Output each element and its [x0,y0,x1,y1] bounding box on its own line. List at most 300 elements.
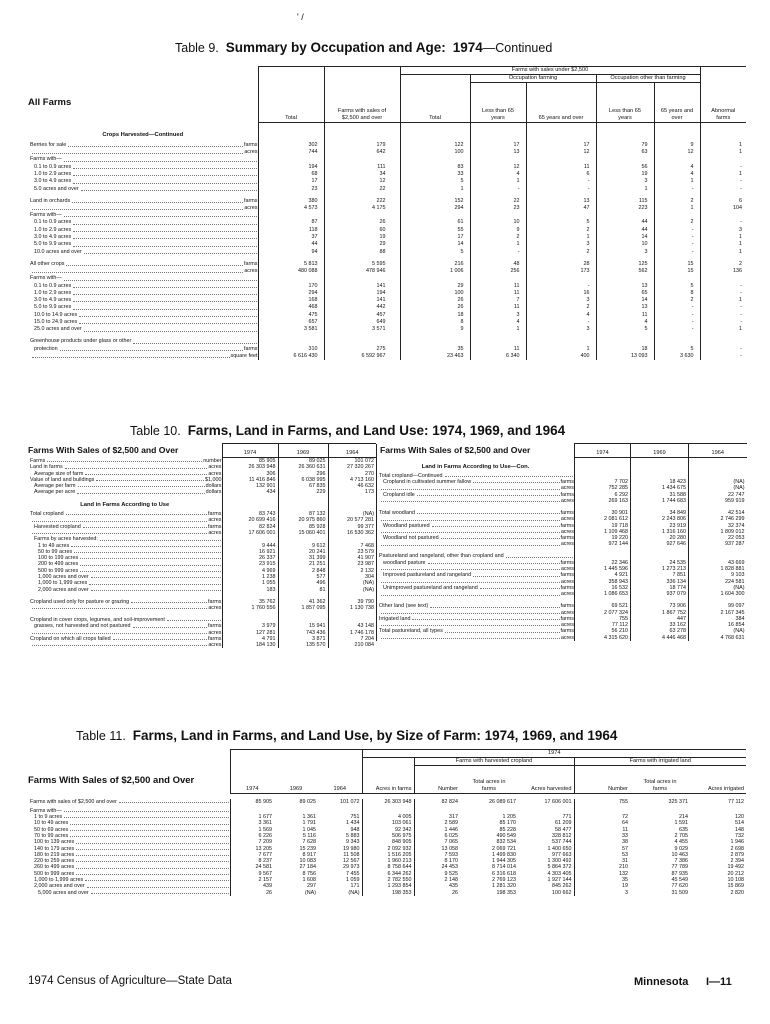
table9-value: 400 [526,353,596,360]
table10-right-value: 32 374 [689,523,747,529]
table10-right-value: 224 581 [689,579,747,585]
table9-value: 19 [596,171,654,178]
table9-row [28,268,746,275]
table10-left-value: 173 [328,489,376,495]
table9-value: 1 [470,178,526,185]
dot-leader [381,566,560,570]
table9-value: 100 [400,149,470,156]
table9-value: 2 [470,234,526,241]
table9-value [470,212,526,219]
table9-value: 222 [324,193,400,205]
row-label-cell [28,171,258,178]
table11-value: 20 212 [727,870,745,877]
table11-value: 1 281 320 [492,883,516,890]
table10-left-value: (NA) [328,587,376,593]
table9-value: 18 [596,346,654,353]
row-unit: square feet [230,352,258,359]
row-label: Total pastureland, all types [379,628,443,635]
row-unit: farms [560,479,574,486]
table9-col-under-total: Total [400,83,470,123]
row-unit: acres [244,149,258,156]
table9-value: 14 [596,234,654,241]
table10-left-value: 1 746 178 [328,630,376,636]
table9-value [470,334,526,346]
dot-leader [64,275,257,280]
table10-right-value: 4 768 631 [689,635,747,641]
table11-col-1974: 1974 [230,766,274,794]
table9-value: - [654,241,700,248]
table10-right-value: 63 278 [631,628,689,634]
row-label-cell [28,611,222,623]
table10-right-row [377,504,747,516]
table11-value: 31 [574,858,630,864]
table9-value [324,156,400,163]
table9-value [470,275,526,282]
table11-value: 33 [574,833,630,839]
table10-right-value: 18 774 [631,585,689,591]
table9-value: 83 [400,164,470,171]
table10-right-value: 937 287 [689,541,747,547]
table10-left-value: 23 915 [222,561,278,567]
table10-right-value: 2 746 299 [689,516,747,522]
table10-left-value: 20 241 [278,549,328,555]
table9-value: 22 [470,193,526,205]
spacer-cell [689,458,747,473]
table11-row [28,799,746,808]
row-label: Average per farm [34,483,76,490]
table11-value: 8 237 [230,858,274,864]
table10-right-value: (NA) [689,485,747,491]
table9-label: Table 9. [175,41,219,55]
row-unit: farms [208,511,222,518]
table11-value: 7 677 [230,852,274,858]
table9-value: - [700,353,746,360]
table11-value: 19 980 [343,845,360,852]
table11-value: 1 927 144 [547,877,572,884]
table9-value: 744 [258,149,324,156]
table10-right-row [377,635,747,641]
table9-row [28,193,746,205]
row-label: 5,000 acres and over [38,889,89,896]
row-unit: acres [560,528,574,535]
row-label: 3.0 to 4.9 acres [34,234,72,241]
table11-value: 4 455 [674,839,688,846]
table11-value: 8 714 014 [492,864,516,871]
row-label-cell [28,186,258,193]
table10-left-value: 41 362 [278,593,328,605]
table9-value: 5 [654,346,700,353]
table11-value: 10 083 [299,858,316,865]
table10-right-section-title: Land in Farms According to Use—Con. [377,458,575,473]
table10-right-value: 22 053 [689,535,747,541]
dot-leader [381,529,560,533]
row-label-cell [28,346,258,353]
table9-value: 118 [258,227,324,234]
dot-leader [64,814,228,818]
table9-value [526,156,596,163]
row-label-cell [377,548,575,560]
table9-value: 642 [324,149,400,156]
dot-leader [445,473,573,477]
row-label: 1,000 acres and over [38,574,89,581]
table9-value: 4 175 [324,205,400,212]
dot-leader [133,338,256,343]
row-label: 2,000 acres and over [34,883,85,890]
table9-value: 79 [596,142,654,149]
table9-value: 11 [470,346,526,353]
table9-row [28,186,746,193]
table10-left-value: 26 337 [222,555,278,561]
table9-row [28,304,746,311]
table11-row [28,890,746,896]
table10-right-value: 16 532 [575,585,631,591]
dot-leader [70,820,228,824]
table11-value: 7 209 [230,839,274,845]
dot-leader [412,616,559,620]
table11-value: 82 824 [414,799,460,808]
table9-value: 100 [400,290,470,297]
table10-right-value: 1 809 012 [689,529,747,535]
dot-leader [441,535,560,539]
table10-left-head: Farms With Sales of $2,500 and Over [28,445,179,455]
table11-value: 29 973 [343,864,360,871]
table9-col-occ-under65: Less than 65 years [470,83,526,123]
table10-right-value: 4 921 [575,572,631,578]
table9-value: 15 [654,268,700,275]
table11-value: 2 782 550 [362,877,414,883]
dot-leader [480,585,560,589]
row-label-cell [28,642,222,648]
row-label-cell [28,205,258,212]
table11-value: 15 239 [299,845,316,852]
dot-leader [64,212,257,217]
dot-leader [417,492,560,496]
row-label: Cropland idle [383,491,415,498]
table10-right-value: 77 112 [575,622,631,628]
table11-value: 7 593 [414,852,460,858]
table11-value: 2 698 [730,845,745,852]
table9-value: 2 [526,227,596,234]
table11-value: 19 492 [727,864,745,871]
table10-left-value: 7 468 [328,543,376,549]
table9-row [28,171,746,178]
table9-row [28,149,746,156]
table10-right-value: 33 162 [631,622,689,628]
dot-leader [70,827,228,831]
table11-value: 26 089 617 [489,798,516,805]
table11-value: 45 549 [671,877,688,884]
row-label: 50 to 99 acres [38,548,73,555]
table10-right-value: 959 919 [689,498,747,504]
table11-value: 845 262 [552,883,572,890]
table11-value: 61 209 [555,820,572,827]
table10-right-value: (NA) [689,585,747,591]
table9-col-occ-65over: 65 years and over [526,83,596,123]
table9-value: 88 [324,249,400,256]
dot-leader [113,636,207,640]
table9-title-text: Summary by Occupation and Age: [225,40,446,55]
row-label: 1,000 to 1,999 acres [34,877,84,884]
table10-right-head: Farms With Sales of $2,500 and Over [377,444,575,458]
table10-left-value: 306 [222,471,278,477]
row-unit: acres [560,541,574,548]
row-label: 260 to 499 acres [34,864,75,871]
table10-left-value: 23 987 [328,561,376,567]
table9-value [258,275,324,282]
dot-leader [76,871,228,875]
table9-value: - [700,164,746,171]
table9-value: - [654,319,700,326]
dot-leader [73,234,256,239]
row-unit: acres [560,634,574,641]
table11-value: 2 879 [730,851,745,858]
row-unit: farms [560,491,574,498]
row-label: Total woodland [379,509,415,516]
table9-value: 4 [654,171,700,178]
table11-value: 297 [307,883,316,890]
row-label-cell [28,241,258,248]
table11-value: 214 [679,814,688,821]
dot-leader [84,249,257,254]
row-label: Improved pastureland and rangeland [383,572,472,579]
table9-value [526,212,596,219]
table9-value: 4 [654,164,700,171]
table9-row [28,353,746,360]
table10-right-value: 31 588 [631,492,689,498]
table9-value: 3 581 [258,326,324,333]
stray-marks: ' / [297,12,304,22]
table10-left-value: 15 060 401 [278,530,328,536]
table11-value: 10 108 [727,877,745,884]
table9-value: 4 [596,319,654,326]
dot-leader [91,574,221,578]
row-label: 5.0 to 9.9 acres [34,304,72,311]
row-label: 500 to 999 acres [34,870,75,877]
table9-value: 111 [324,164,400,171]
table9-value: - [470,249,526,256]
table9-value: 194 [324,290,400,297]
table9-value: - [654,234,700,241]
table10-right-value [575,548,631,560]
dot-leader [76,852,228,856]
table9-value: 1 [596,186,654,193]
table11-value: 2 092 932 [362,846,414,852]
dot-leader [64,808,229,812]
table10-right-value: 16 854 [689,622,747,628]
dot-leader [85,877,228,881]
row-label: Farms with sales of $2,500 and over [30,798,117,805]
table9-value: 5 [400,249,470,256]
table9-header-other: Occupation other than farming [596,75,700,83]
row-label: Cropland in cover crops, legumes, and soil-improvement [30,616,165,623]
table9-value: 18 [400,312,470,319]
table9-row [28,212,746,219]
table9-value: 3 [526,297,596,304]
dot-leader [73,178,256,183]
table9-value [700,275,746,282]
table10-left-value: 11 416 846 [222,477,278,483]
table10-left-value: 2 848 [278,568,328,574]
table9-value: 26 [400,297,470,304]
dot-leader [473,572,559,576]
table11-col-1969: 1969 [274,766,318,794]
table10-right-value: 99 097 [689,598,747,610]
table10-left-value [278,611,328,623]
row-label: Greenhouse products under glass or other [30,338,132,345]
table11-value: 5 116 [302,832,316,839]
table11-value: 5 883 [346,832,360,839]
row-unit: acres [244,204,258,211]
table9-value: 56 [596,164,654,171]
row-unit: acres [208,629,222,636]
table10-left-value: 23 579 [328,549,376,555]
table9-row [28,256,746,268]
table9-value: 442 [324,304,400,311]
row-label-cell [28,326,258,333]
table10-left-value: 67 835 [278,483,328,489]
table9-value: 29 [324,241,400,248]
table9-value [654,212,700,219]
table9-value: 4 [526,312,596,319]
table9-value: - [654,186,700,193]
table9-value: 60 [324,227,400,234]
row-label: Other land (see text) [379,603,429,610]
table10-left-value: 9 612 [278,543,328,549]
row-label: Farms with— [30,275,62,282]
table10-left-value: 4 713 160 [328,477,376,483]
table9-value: 17 [470,142,526,149]
table10-title [130,423,565,438]
table10-right-row [377,548,747,560]
table9-header-top: Farms with sales under $2,500 [400,67,700,75]
row-label-cell [28,799,230,808]
table11-value: 1 960 213 [362,858,414,864]
table10-left-section-title: Land in Farms According to Use [80,501,170,508]
table11-value: 7 065 [414,839,460,845]
spacer-cell [328,496,376,511]
row-label: Woodland pastured [383,522,430,529]
table11-value: 12 567 [343,858,360,865]
dot-leader [100,536,221,540]
table9-value: - [526,178,596,185]
table9-value: - [700,186,746,193]
table11-value: 2 705 [674,832,688,839]
dot-leader [473,479,559,483]
table10-right-value: 2 167 345 [689,610,747,616]
row-label: 1.0 to 2.9 acres [34,170,72,177]
spacer-cell [258,123,324,142]
row-unit: acres [560,622,574,629]
footer-state: Minnesota [634,976,689,988]
table11-value: 26 [414,890,460,896]
table9-value: 5 595 [324,256,400,268]
row-label: woodland pasture [383,559,426,566]
table11-value: 1 944 305 [492,858,516,865]
table11-value: 19 [574,883,630,889]
table9-value: 12 [526,149,596,156]
table11-value: 7 455 [346,870,360,877]
table9-value: 1 [526,234,596,241]
row-label: 50 to 69 acres [34,826,69,833]
table10-left-value: 101 072 [328,458,376,465]
table10-right-value: 336 134 [631,579,689,585]
table11-value: 1 569 [230,827,274,833]
table10-right-row [377,598,747,610]
table10-right-value: 22 346 [575,560,631,566]
table11-value: 31 509 [671,889,688,896]
table10-right-year-1974: 1974 [575,444,631,458]
row-unit: farms [244,141,258,148]
table9-title-year: 1974 [452,40,483,55]
table10-right-value: 2 243 806 [631,516,689,522]
dot-leader [65,464,208,468]
table10-right [376,443,747,641]
table11-group-harvest: Farms with harvested cropland [414,758,574,766]
table11-group-irrigated: Farms with irrigated land [574,758,746,766]
table11-col-1964: 1964 [318,766,362,794]
table9-value: 3 [470,312,526,319]
table11-value: 6 344 262 [362,871,414,877]
table10-left-value: 27 320 267 [328,464,376,470]
table10-left-value: 3 871 [278,636,328,642]
table10-right-value: 34 849 [631,504,689,516]
table10-left-value: 82 824 [222,524,278,530]
table9-value: - [700,178,746,185]
table9-row [28,283,746,290]
dot-leader [80,555,220,559]
row-label: Total cropland—Continued [379,472,443,479]
table9-value [654,275,700,282]
table11-value: 328 812 [552,832,572,839]
table11-value: 9 525 [414,871,460,877]
row-label: Cropland on which all crops failed [30,635,111,642]
dot-leader [73,283,256,288]
table10-left-row [28,642,376,648]
table9-section-row [28,123,746,142]
table10-right-value: 6 292 [575,492,631,498]
table11-value: 948 [350,826,360,833]
row-label: Average size of farm [34,470,84,477]
table11-value: 490 549 [496,832,516,839]
table9-value: 33 [400,171,470,178]
table11-value: 57 [574,846,630,852]
row-label: 220 to 259 acres [34,858,75,865]
table9-row [28,312,746,319]
row-label: All other crops [30,260,65,267]
row-label: Irrigated land [379,615,411,622]
table10-left-value: 184 130 [222,642,278,648]
row-label: 1.0 to 2.9 acres [34,226,72,233]
dot-leader [73,241,256,246]
dot-leader [80,561,220,565]
table10-right-value: 937 079 [631,591,689,597]
row-label: Berries for sale [30,141,67,148]
row-label: 10.0 acres and over [34,248,82,255]
table11-year-top: 1974 [362,750,746,758]
table9-value: 2 [526,304,596,311]
table10-left-value: (NA) [328,580,376,586]
row-label-cell [28,164,258,171]
table11-value: 1 059 [346,877,360,884]
table9-value: 3 [526,326,596,333]
row-label-cell [28,234,258,241]
table10-right-value: 4 315 620 [575,635,631,641]
table9-value [324,275,400,282]
table11-value: 87 935 [671,870,688,877]
table10-title-text: Farms, Land in Farms, and Land Use: 1974, 1969, and 1964 [187,423,566,438]
table10-right-value: 43 669 [689,560,747,566]
row-label: Farms with— [30,212,62,219]
